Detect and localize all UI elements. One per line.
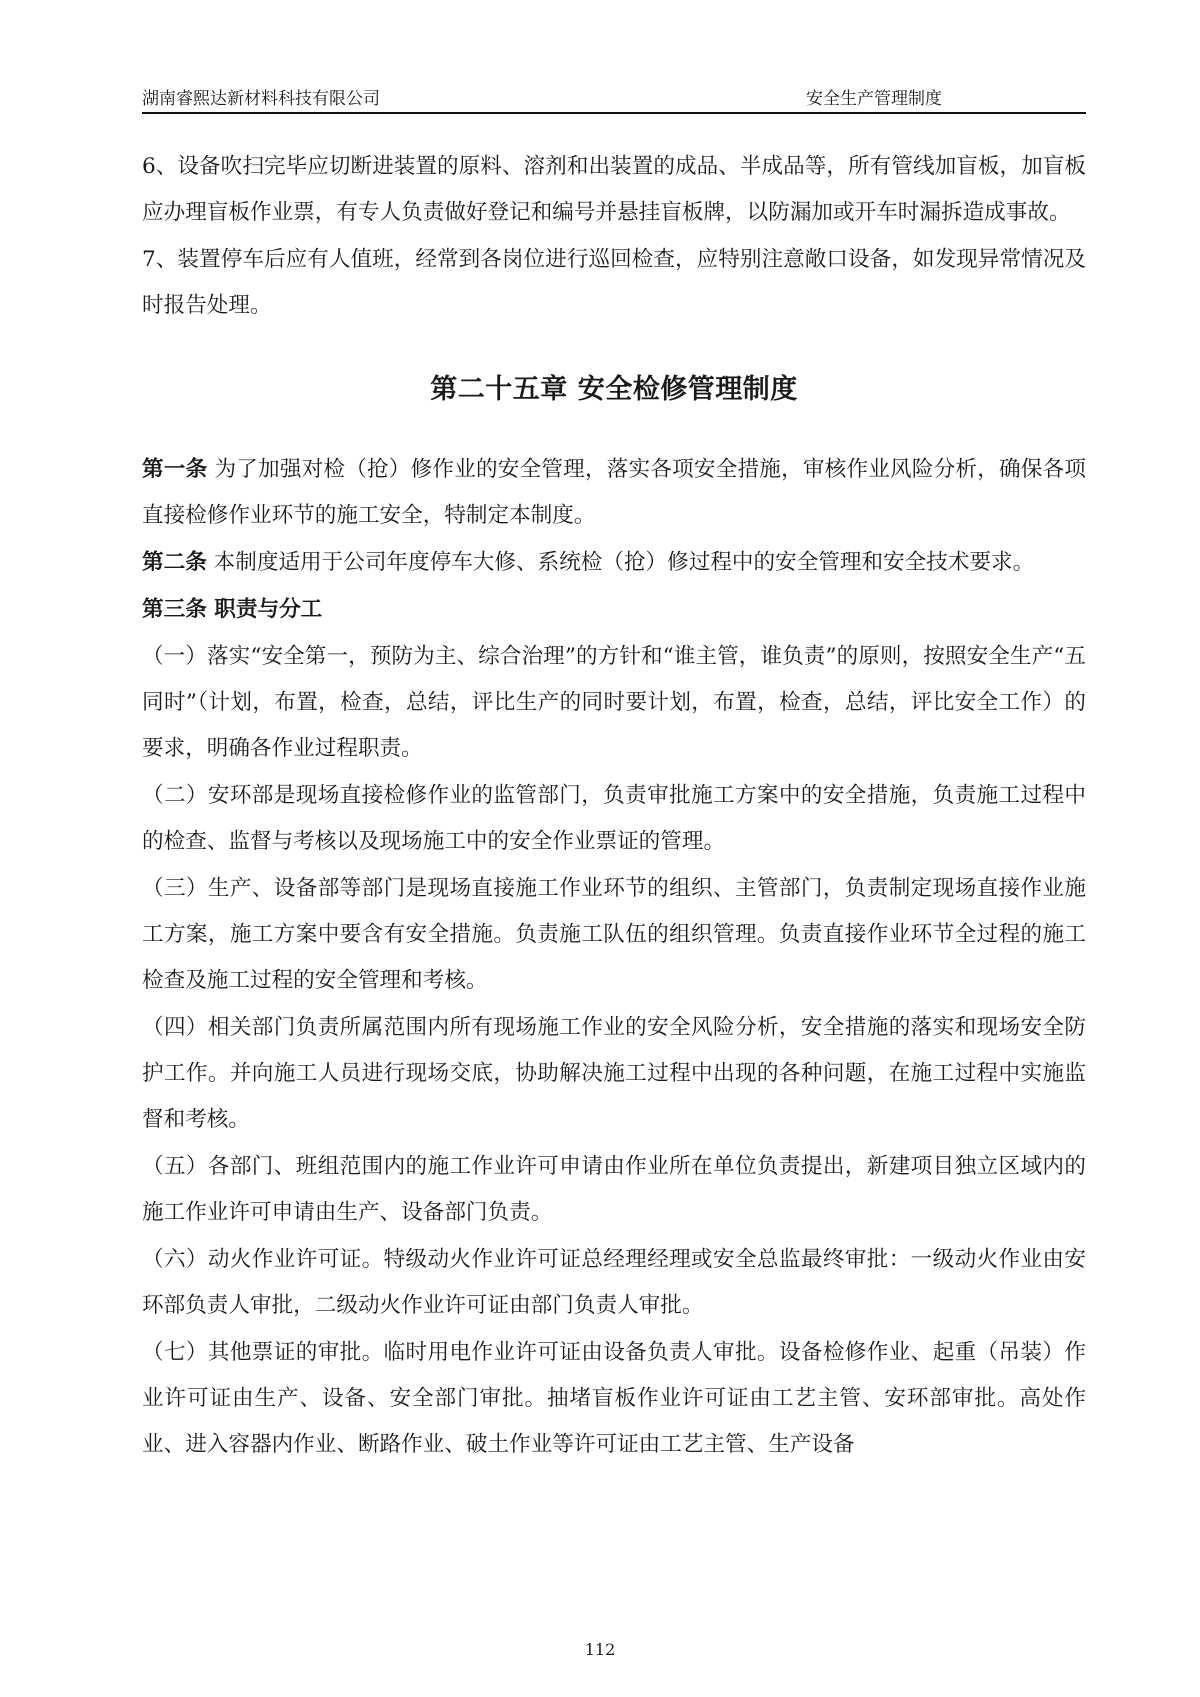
list-item: （一）落实“安全第一，预防为主、综合治理”的方针和“谁主管，谁负责”的原则，按照安全生产“五同时”（计划，布置，检查，总结，评比生产的同时要计划，布置，检查，总结，评比安全工作）的要求，明确各作业过程职责。 [142, 644, 1086, 761]
article-1 [142, 447, 1086, 539]
article-3 [142, 587, 1086, 633]
article-label: 第二条 [142, 550, 207, 575]
paragraph: 6、设备吹扫完毕应切断进装置的原料、溶剂和出装置的成品、半成品等，所有管线加盲板，加盲板应办理盲板作业票，有专人负责做好登记和编号并悬挂盲板牌，以防漏加或开车时漏拆造成事故。 [142, 154, 1086, 225]
page-header [142, 84, 1086, 114]
chapter-title: 第二十五章 安全检修管理制度 [430, 374, 798, 405]
article-2 [142, 540, 1086, 586]
list-item: （四）相关部门负责所属范围内所有现场施工作业的安全风险分析，安全措施的落实和现场安全防护工作。并向施工人员进行现场交底，协助解决施工过程中出现的各种问题，在施工过程中实施监督和考核。 [142, 1015, 1086, 1132]
article-label: 第三条 职责与分工 [142, 597, 323, 622]
article-label: 第一条 [142, 457, 208, 482]
list-item: （五）各部门、班组范围内的施工作业许可申请由作业所在单位负责提出，新建项目独立区域内的施工作业许可申请由生产、设备部门负责。 [142, 1154, 1086, 1225]
list-item: （二）安环部是现场直接检修作业的监管部门，负责审批施工方案中的安全措施，负责施工过程中的检查、监督与考核以及现场施工中的安全作业票证的管理。 [142, 783, 1086, 854]
document-title: 安全生产管理制度 [806, 89, 942, 109]
list-item: （六）动火作业许可证。特级动火作业许可证总经理经理或安全总监最终审批：一级动火作业由安环部负责人审批，二级动火作业许可证由部门负责人审批。 [142, 1247, 1086, 1318]
list-item: （七）其他票证的审批。临时用电作业许可证由设备负责人审批。设备检修作业、起重（吊装）作业许可证由生产、设备、安全部门审批。抽堵盲板作业许可证由工艺主管、安环部审批。高处作业、进入容器内作业、断路作业、破土作业等许可证由工艺主管、生产设备 [142, 1340, 1086, 1457]
article-text: 为了加强对检（抢）修作业的安全管理，落实各项安全措施，审核作业风险分析，确保各项直接检修作业环节的施工安全，特制定本制度。 [142, 457, 1086, 528]
paragraph: 7、装置停车后应有人值班，经常到各岗位进行巡回检查，应特别注意敞口设备，如发现异常情况及时报告处理。 [142, 247, 1086, 318]
page-body [142, 144, 1086, 1469]
page-number: 112 [584, 1640, 616, 1659]
company-name: 湖南睿熙达新材料科技有限公司 [142, 89, 380, 109]
article-text: 本制度适用于公司年度停车大修、系统检（抢）修过程中的安全管理和安全技术要求。 [213, 550, 1035, 575]
list-item: （三）生产、设备部等部门是现场直接施工作业环节的组织、主管部门，负责制定现场直接作业施工方案，施工方案中要含有安全措施。负责施工队伍的组织管理。负责直接作业环节全过程的施工检查及施工过程的安全管理和考核。 [142, 876, 1086, 993]
